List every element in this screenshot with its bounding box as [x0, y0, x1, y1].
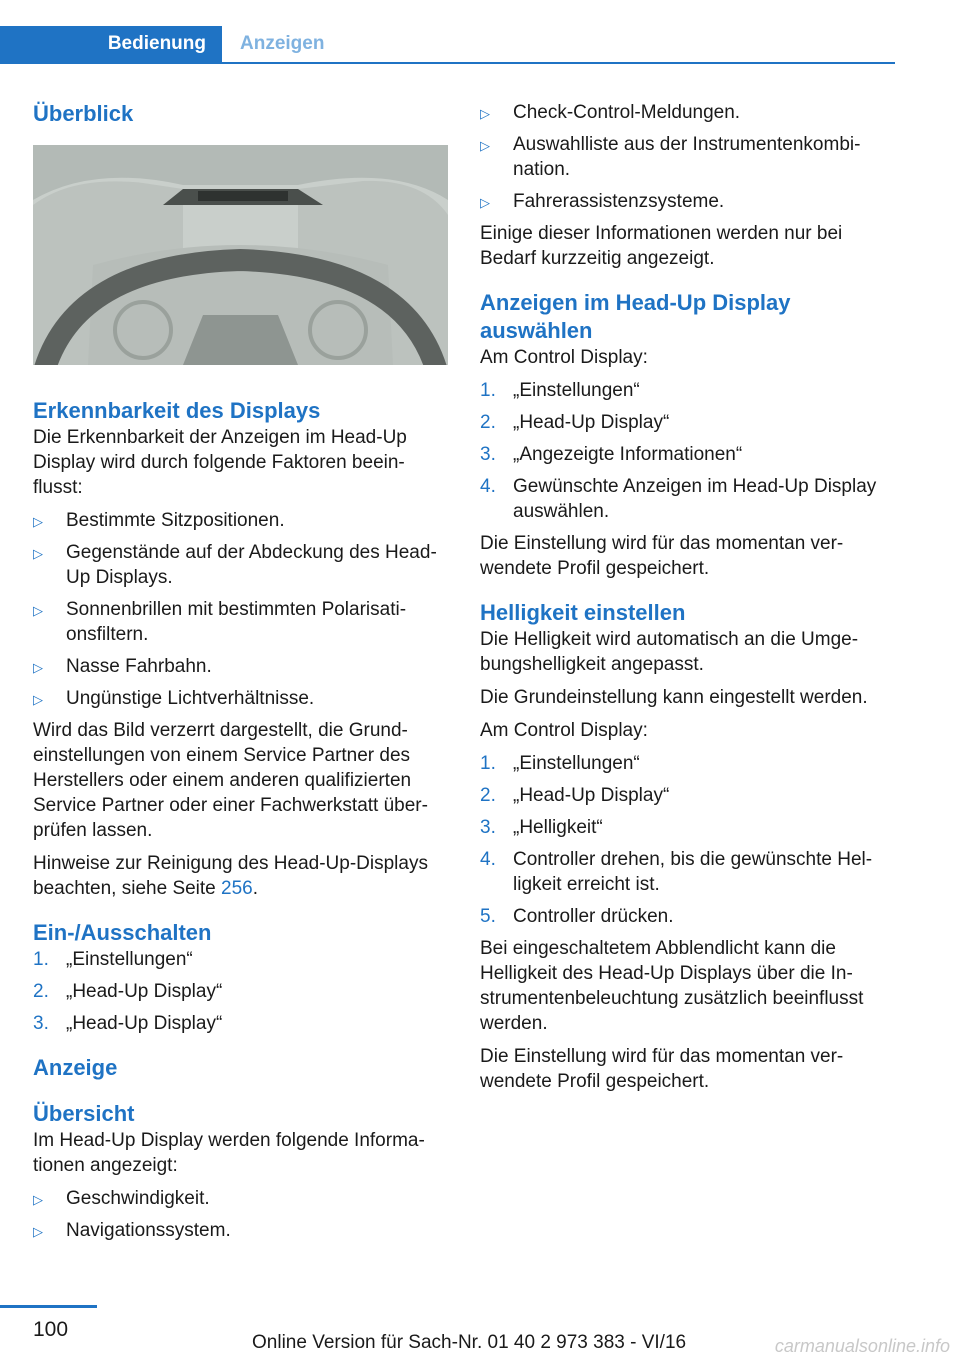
list-item: ▷ Bestimmte Sitzpositionen. — [33, 508, 448, 533]
list-item: 3. „Head-Up Display“ — [33, 1013, 223, 1034]
triangle-bullet-icon: ▷ — [33, 1192, 43, 1207]
dashboard-illustration — [33, 145, 448, 365]
brightness-intro: Am Control Display: — [480, 720, 648, 741]
summary-intro: Im Head-Up Display werden folgende Informa‐tionen angezeigt: — [33, 1130, 425, 1176]
brightness-auto: Die Helligkeit wird automatisch an die Umge‐bungshelligkeit angepasst. — [480, 629, 859, 675]
dashboard-image — [33, 145, 448, 365]
heading-onoff: Ein-/Ausschalten — [33, 920, 212, 945]
right-column — [480, 100, 900, 1102]
triangle-bullet-icon: ▷ — [33, 546, 43, 561]
heading-visibility: Erkennbarkeit des Displays — [33, 398, 321, 423]
distortion-note: Wird das Bild verzerrt dargestellt, die Grund‐einstellungen von einem Service Partner des Herstellers oder einem anderen qualifizierten Service Partner oder einer Fachwerkstatt über‐prüfen lassen. — [33, 720, 428, 841]
header-tabs — [0, 26, 895, 64]
list-item: 5. Controller drücken. — [480, 906, 674, 927]
watermark: carmanualsonline.info — [774, 1336, 950, 1356]
triangle-bullet-icon: ▷ — [33, 514, 43, 529]
list-item: ▷ Nasse Fahrbahn. — [33, 654, 448, 679]
list-item: ▷ Geschwindigkeit. — [33, 1186, 448, 1211]
list-item: 3. „Helligkeit“ — [480, 817, 603, 838]
visibility-factor-list — [33, 508, 448, 711]
select-intro: Am Control Display: — [480, 347, 648, 368]
summary-note: Einige dieser Informationen werden nur bei Bedarf kurzzeitig angezeigt. — [480, 223, 843, 269]
list-item: 1. „Einstellungen“ — [33, 949, 193, 970]
visibility-intro: Die Erkennbarkeit der Anzeigen im Head-Up Display wird durch folgende Faktoren beein‐flusst: — [33, 427, 407, 498]
list-item: 4. Controller drehen, bis die gewünschte Hel‐ligkeit erreicht ist. — [480, 849, 873, 895]
list-item: 2. „Head-Up Display“ — [33, 981, 223, 1002]
page-link-256[interactable]: 256 — [221, 878, 253, 899]
list-item: ▷ Auswahlliste aus der Instrumentenkombi‐nation. — [480, 134, 861, 180]
triangle-bullet-icon: ▷ — [480, 195, 490, 210]
tab-anzeigen[interactable]: Anzeigen — [240, 33, 325, 54]
summary-list — [33, 1186, 448, 1243]
triangle-bullet-icon: ▷ — [33, 1224, 43, 1239]
triangle-bullet-icon: ▷ — [480, 138, 490, 153]
heading-summary: Übersicht — [33, 1101, 135, 1126]
footer-rule — [0, 1305, 97, 1308]
list-item: ▷ Navigationssystem. — [33, 1218, 448, 1243]
page-number: 100 — [33, 1318, 69, 1341]
tab-bedienung[interactable]: Bedienung — [0, 26, 222, 62]
brightness-lowbeam: Bei eingeschaltetem Abblendlicht kann die Helligkeit des Head-Up Displays über die In‐strumentenbeleuchtung zusätzlich beeinflusst werden. — [480, 938, 864, 1034]
triangle-bullet-icon: ▷ — [33, 660, 43, 675]
brightness-note: Die Einstellung wird für das momentan ver‐wendete Profil gespeichert. — [480, 1046, 844, 1092]
cleaning-note: Hinweise zur Reinigung des Head-Up-Displays beachten, siehe Seite 256. — [33, 853, 428, 899]
heading-select: Anzeigen im Head-Up Display auswählen — [480, 290, 791, 343]
list-item: ▷ Fahrerassistenzsysteme. — [480, 189, 900, 214]
onoff-steps — [33, 947, 448, 1036]
summary-list-continued — [480, 100, 900, 214]
brightness-steps — [480, 751, 900, 929]
triangle-bullet-icon: ▷ — [33, 603, 43, 618]
online-version-note: Online Version für Sach-Nr. 01 40 2 973 383 - VI/16 — [252, 1332, 687, 1353]
select-steps — [480, 378, 900, 524]
heading-overview: Überblick — [33, 101, 134, 126]
triangle-bullet-icon: ▷ — [33, 692, 43, 707]
left-column — [33, 100, 448, 1250]
list-item: ▷ Check-Control-Meldungen. — [480, 100, 900, 125]
select-note: Die Einstellung wird für das momentan ver‐wendete Profil gespeichert. — [480, 533, 844, 579]
list-item: ▷ Ungünstige Lichtverhältnisse. — [33, 686, 448, 711]
list-item: 1. „Einstellungen“ — [480, 753, 640, 774]
heading-display: Anzeige — [33, 1055, 118, 1080]
list-item: ▷ Sonnenbrillen mit bestimmten Polarisati‐onsfiltern. — [33, 599, 407, 645]
heading-brightness: Helligkeit einstellen — [480, 600, 686, 625]
list-item: 2. „Head-Up Display“ — [480, 412, 670, 433]
list-item: 2. „Head-Up Display“ — [480, 785, 670, 806]
list-item: 3. „Angezeigte Informationen“ — [480, 444, 743, 465]
list-item: 4. Gewünschte Anzeigen im Head-Up Display auswählen. — [480, 476, 877, 522]
triangle-bullet-icon: ▷ — [480, 106, 490, 121]
list-item: ▷ Gegenstände auf der Abdeckung des Head-Up Displays. — [33, 542, 437, 588]
brightness-basic: Die Grundeinstellung kann eingestellt werden. — [480, 687, 868, 708]
list-item: 1. „Einstellungen“ — [480, 380, 640, 401]
